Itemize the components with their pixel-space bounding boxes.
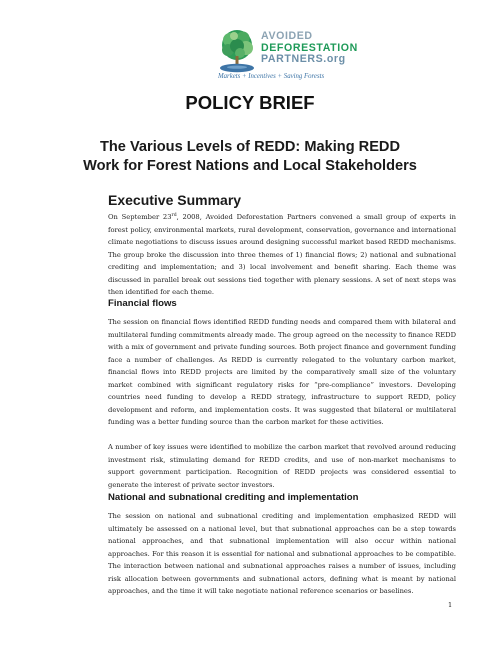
date-ordinal-suffix: rd [171, 212, 177, 218]
tree-globe-icon [216, 28, 258, 74]
logo-wordmark [261, 31, 358, 66]
logo-tagline: Markets + Incentives + Saving Forests [218, 73, 325, 80]
financial-flows-heading: Financial flows [108, 298, 177, 309]
logo-line-deforestation: DEFORESTATION [261, 41, 358, 54]
logo-line-partners: PARTNERS.org [261, 53, 346, 66]
executive-summary-text-start: On September 23 [108, 213, 172, 221]
executive-summary-paragraph [108, 211, 456, 299]
avoided-deforestation-partners-logo [216, 28, 386, 80]
financial-flows-paragraph-2: A number of key issues were identified to mobilize the carbon market that revolved around reducing investment risk, stimulating demand for REDD credits, and use of non-market mechanisms to support government participation. Recognition of REDD projects was considered essential to generate the interest of private sector investors. [108, 443, 456, 489]
policy-brief-heading: POLICY BRIEF [185, 92, 315, 113]
executive-summary-heading: Executive Summary [108, 192, 242, 208]
national-subnational-paragraph: The session on national and subnational crediting and implementation emphasized REDD will ultimately be assessed on a national level, but that subnational approaches can be a step towards national approaches, and that subnational implementation will also occur within national approaches. For this reason it is essential for national and subnational approaches to be compatible. The interaction between national and subnational approaches raises a number of issues, including risk allocation between governments and subnational actors, defining what is meant by national approaches, and the time it will take negotiate national reference scenarios or baselines. [108, 512, 456, 595]
logo-line-avoided: AVOIDED [261, 30, 313, 42]
national-subnational-heading: National and subnational crediting and implementation [108, 492, 359, 503]
document-title: The Various Levels of REDD: Making REDD Work for Forest Nations and Local Stakeholders [83, 139, 417, 174]
executive-summary-text-rest: , 2008, Avoided Deforestation Partners convened a small group of experts in forest policy, environmental markets, rural development, conservation, governance and international climate negotiations to discuss issues around designing successful market based REDD mechanisms. The group broke the discussion into three themes of 1) financial flows; 2) national and subnational crediting and implementation; and 3) local involvement and benefit sharing. Each theme was discussed in parallel break out sessions tied together with plenary sessions. A set of next steps was then identified for each theme. [108, 213, 457, 296]
page-number: 1 [448, 601, 453, 609]
financial-flows-paragraph-1: The session on financial flows identified REDD funding needs and compared them with bilateral and multilateral funding commitments already made. The group agreed on the necessity to finance REDD with a mix of government and private funding sources. Both project finance and government funding face a number of challenges. As REDD is currently relegated to the voluntary carbon market, financial flows into REDD projects are limited by the comparatively small size of the voluntary market combined with significant regulatory risks for “pre-compliance” investors. Developing countries need funding to develop a REDD strategy, infrastructure to support REDD, policy development and reform, and implementation costs. It was suggested that bilateral or multilateral funding was a better funding source than the carbon market for these activities. [108, 318, 457, 426]
